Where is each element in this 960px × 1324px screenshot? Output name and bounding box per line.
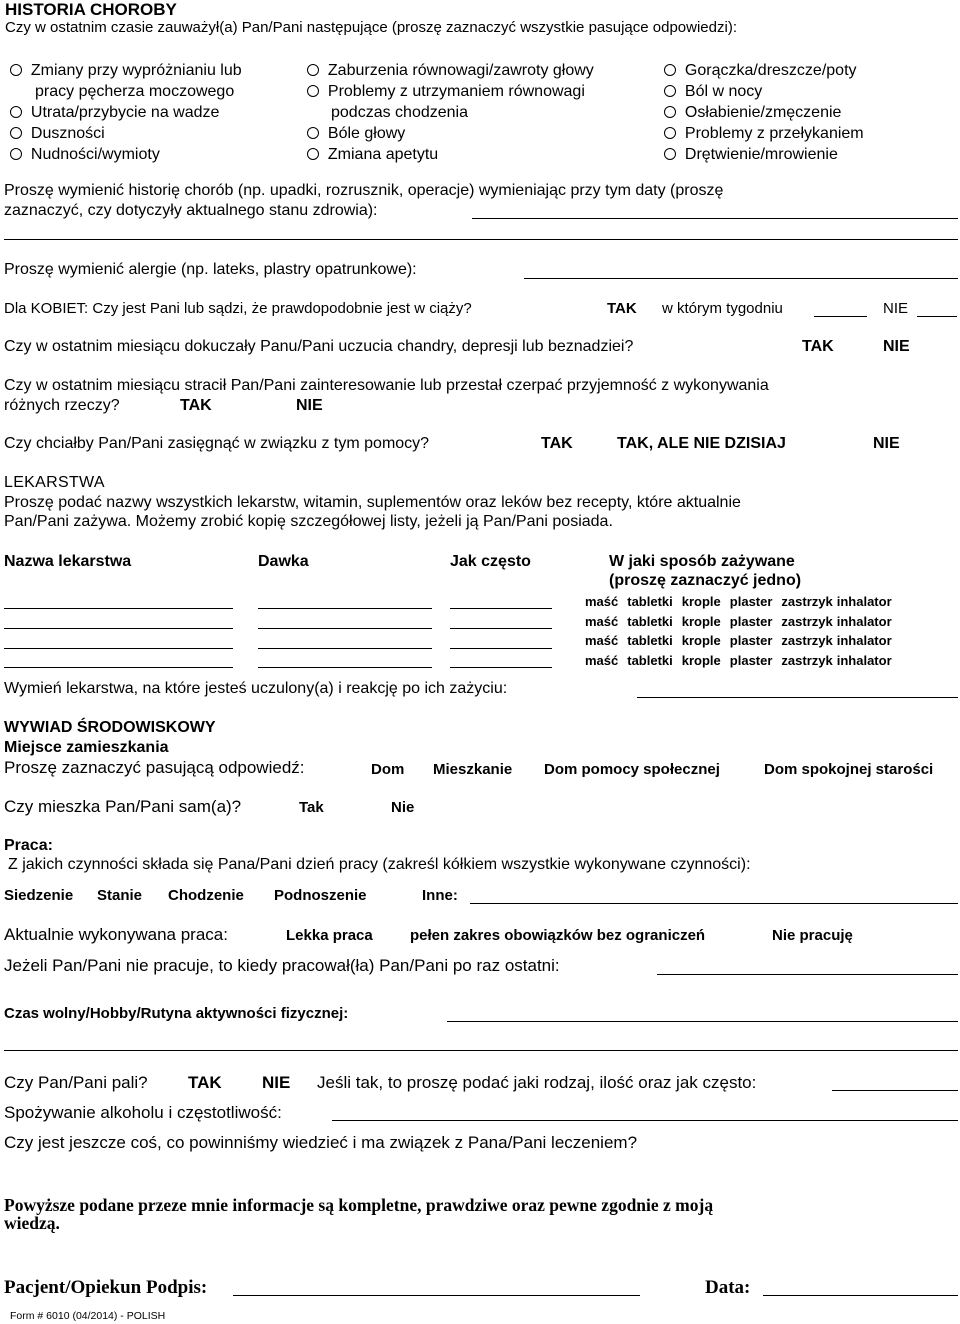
option-balance-cont: podczas chodzenia <box>331 104 468 121</box>
option-bowel-cont: pracy pęcherza moczowego <box>35 83 235 100</box>
form-id: Form # 6010 (04/2014) - POLISH <box>10 1310 166 1322</box>
med-dose-field[interactable] <box>258 628 432 629</box>
med-route-options[interactable]: maść tabletki krople plaster zastrzyk inhalator <box>585 594 892 609</box>
work-lifting[interactable]: Podnoszenie <box>274 887 367 904</box>
meds-col-frequency: Jak często <box>450 553 531 570</box>
med-allergy-question: Wymień lekarstwa, na które jesteś uczulony(a) i reakcję po ich zażyciu: <box>4 680 508 697</box>
residence-house[interactable]: Dom <box>371 761 405 778</box>
med-name-field[interactable] <box>4 667 233 668</box>
med-allergy-line[interactable] <box>637 697 958 698</box>
option-numbness[interactable]: Drętwienie/mrowienie <box>664 144 838 165</box>
living-alone-yes[interactable]: Tak <box>299 799 324 816</box>
allergies-line[interactable] <box>524 278 958 279</box>
med-frequency-field[interactable] <box>450 628 552 629</box>
last-worked-question: Jeżeli Pan/Pani nie pracuje, to kiedy pracował(ła) Pan/Pani po raz ostatni: <box>4 956 560 975</box>
pregnancy-week-line[interactable] <box>814 316 867 317</box>
option-balance[interactable]: Problemy z utrzymaniem równowagi <box>307 81 585 102</box>
med-frequency-field[interactable] <box>450 648 552 649</box>
alcohol-question: Spożywanie alkoholu i częstotliwość: <box>4 1103 282 1122</box>
option-weight[interactable]: Utrata/przybycie na wadze <box>10 102 219 123</box>
meds-col-dose: Dawka <box>258 553 309 570</box>
interest-no[interactable]: NIE <box>296 397 323 414</box>
radio-circle-icon[interactable] <box>307 64 319 76</box>
past-history-line-2[interactable] <box>4 239 958 240</box>
smoking-detail-question: Jeśli tak, to proszę podać jaki rodzaj, ilość oraz jak często: <box>317 1073 757 1092</box>
med-route-options[interactable]: maść tabletki krople plaster zastrzyk inhalator <box>585 614 892 629</box>
work-title: Praca: <box>4 837 53 854</box>
current-work-none[interactable]: Nie pracuję <box>772 927 853 944</box>
date-line[interactable] <box>763 1295 958 1296</box>
smoking-question: Czy Pan/Pani pali? <box>4 1073 148 1092</box>
radio-circle-icon[interactable] <box>664 106 676 118</box>
option-dizziness[interactable]: Zaburzenia równowagi/zawroty głowy <box>307 60 594 81</box>
radio-circle-icon[interactable] <box>10 127 22 139</box>
hobby-line[interactable] <box>447 1021 958 1022</box>
current-work-question: Aktualnie wykonywana praca: <box>4 925 228 944</box>
last-worked-line[interactable] <box>657 974 958 975</box>
pregnancy-no-line[interactable] <box>917 316 957 317</box>
help-yes-later[interactable]: TAK, ALE NIE DZISIAJ <box>617 435 786 452</box>
residence-care-home[interactable]: Dom pomocy społecznej <box>544 761 720 778</box>
signature-label: Pacjent/Opiekun Podpis: <box>4 1277 208 1298</box>
section-title-meds: LEKARSTWA <box>4 474 105 491</box>
pregnancy-question: Dla KOBIET: Czy jest Pani lub sądzi, że prawdopodobnie jest w ciąży? <box>4 300 472 317</box>
help-question: Czy chciałby Pan/Pani zasięgnąć w związku z tym pomocy? <box>4 435 430 452</box>
pregnancy-week-label: w którym tygodniu <box>662 300 783 317</box>
work-other-line[interactable] <box>470 903 958 904</box>
confirmation-statement-cont: wiedzą. <box>4 1213 60 1233</box>
smoking-yes[interactable]: TAK <box>188 1073 222 1092</box>
work-other-label: Inne: <box>422 887 458 904</box>
hobby-line-2[interactable] <box>4 1050 958 1051</box>
section-title-history: HISTORIA CHOROBY <box>5 0 177 19</box>
residence-retirement-home[interactable]: Dom spokojnej starości <box>764 761 934 778</box>
med-frequency-field[interactable] <box>450 608 552 609</box>
depression-yes[interactable]: TAK <box>802 338 834 355</box>
radio-circle-icon[interactable] <box>10 106 22 118</box>
radio-circle-icon[interactable] <box>307 127 319 139</box>
interest-yes[interactable]: TAK <box>180 397 212 414</box>
history-intro: Czy w ostatnim czasie zauważył(a) Pan/Pani następujące (proszę zaznaczyć wszystkie pasujące odpowiedzi): <box>5 19 737 36</box>
living-alone-no[interactable]: Nie <box>391 799 415 816</box>
med-name-field[interactable] <box>4 628 233 629</box>
work-standing[interactable]: Stanie <box>97 887 143 904</box>
work-question: Z jakich czynności składa się Pana/Pani dzień pracy (zakreśl kółkiem wszystkie wykonywane czynności): <box>8 856 751 873</box>
option-night-pain[interactable]: Ból w nocy <box>664 81 762 102</box>
residence-label: Miejsce zamieszkania <box>4 739 169 756</box>
med-route-options[interactable]: maść tabletki krople plaster zastrzyk inhalator <box>585 633 892 648</box>
past-history-question: Proszę wymienić historię chorób (np. upadki, rozrusznik, operacje) wymieniając przy tym daty (proszę <box>4 182 724 199</box>
pregnancy-no[interactable]: NIE <box>883 300 909 317</box>
meds-intro-cont: Pan/Pani zażywa. Możemy zrobić kopię szczegółowej listy, jeżeli ją Pan/Pani posiada. <box>4 513 613 530</box>
depression-no[interactable]: NIE <box>883 338 910 355</box>
meds-col-route-note: (proszę zaznaczyć jedno) <box>609 572 802 589</box>
signature-line[interactable] <box>233 1295 640 1296</box>
radio-circle-icon[interactable] <box>307 148 319 160</box>
allergies-question: Proszę wymienić alergie (np. lateks, plastry opatrunkowe): <box>4 261 417 278</box>
current-work-light[interactable]: Lekka praca <box>286 927 373 944</box>
other-info-question: Czy jest jeszcze coś, co powinniśmy wiedzieć i ma związek z Pana/Pani leczeniem? <box>4 1133 638 1152</box>
med-name-field[interactable] <box>4 608 233 609</box>
work-sitting[interactable]: Siedzenie <box>4 887 74 904</box>
work-walking[interactable]: Chodzenie <box>168 887 244 904</box>
smoking-detail-line[interactable] <box>832 1090 958 1091</box>
meds-col-name: Nazwa lekarstwa <box>4 553 132 570</box>
radio-circle-icon[interactable] <box>664 148 676 160</box>
section-title-environment: WYWIAD ŚRODOWISKOWY <box>4 719 216 736</box>
radio-circle-icon[interactable] <box>664 127 676 139</box>
med-name-field[interactable] <box>4 648 233 649</box>
med-dose-field[interactable] <box>258 648 432 649</box>
date-label: Data: <box>705 1277 751 1298</box>
meds-col-route: W jaki sposób zażywane <box>609 553 795 570</box>
med-dose-field[interactable] <box>258 608 432 609</box>
option-nausea[interactable]: Nudności/wymioty <box>10 144 160 165</box>
option-breath[interactable]: Duszności <box>10 123 105 144</box>
interest-question-cont: różnych rzeczy? <box>4 397 120 414</box>
alcohol-line[interactable] <box>332 1120 958 1121</box>
option-fatigue[interactable]: Osłabienie/zmęczenie <box>664 102 841 123</box>
option-fever[interactable]: Gorączka/dreszcze/poty <box>664 60 857 81</box>
hobby-question: Czas wolny/Hobby/Rutyna aktywności fizycznej: <box>4 1005 349 1022</box>
interest-question: Czy w ostatnim miesiącu stracił Pan/Pani zainteresowanie lub przestał czerpać przyjemność z wykonywania <box>4 377 769 394</box>
residence-apartment[interactable]: Mieszkanie <box>433 761 513 778</box>
help-no[interactable]: NIE <box>873 435 900 452</box>
confirmation-statement: Powyższe podane przeze mnie informacje są kompletne, prawdziwe oraz pewne zgodnie z moją <box>4 1195 714 1215</box>
option-headache[interactable]: Bóle głowy <box>307 123 405 144</box>
past-history-question-cont: zaznaczyć, czy dotyczyły aktualnego stanu zdrowia): <box>4 202 378 219</box>
current-work-full[interactable]: pełen zakres obowiązków bez ograniczeń <box>410 927 706 944</box>
smoking-no[interactable]: NIE <box>262 1073 291 1092</box>
radio-circle-icon[interactable] <box>664 85 676 97</box>
radio-circle-icon[interactable] <box>10 148 22 160</box>
med-route-options[interactable]: maść tabletki krople plaster zastrzyk inhalator <box>585 653 892 668</box>
residence-question: Proszę zaznaczyć pasującą odpowiedź: <box>4 758 305 777</box>
pregnancy-yes[interactable]: TAK <box>607 300 637 317</box>
meds-intro: Proszę podać nazwy wszystkich lekarstw, witamin, suplementów oraz leków bez recepty, które aktualnie <box>4 494 741 511</box>
past-history-line[interactable] <box>472 218 958 219</box>
med-dose-field[interactable] <box>258 667 432 668</box>
radio-circle-icon[interactable] <box>10 64 22 76</box>
option-bowel[interactable]: Zmiany przy wypróżnianiu lub <box>10 60 242 81</box>
radio-circle-icon[interactable] <box>307 85 319 97</box>
living-alone-question: Czy mieszka Pan/Pani sam(a)? <box>4 797 242 816</box>
med-frequency-field[interactable] <box>450 667 552 668</box>
radio-circle-icon[interactable] <box>664 64 676 76</box>
depression-question: Czy w ostatnim miesiącu dokuczały Panu/Pani uczucia chandry, depresji lub beznadziei? <box>4 338 634 355</box>
option-swallowing[interactable]: Problemy z przełykaniem <box>664 123 864 144</box>
help-yes[interactable]: TAK <box>541 435 573 452</box>
option-appetite[interactable]: Zmiana apetytu <box>307 144 438 165</box>
